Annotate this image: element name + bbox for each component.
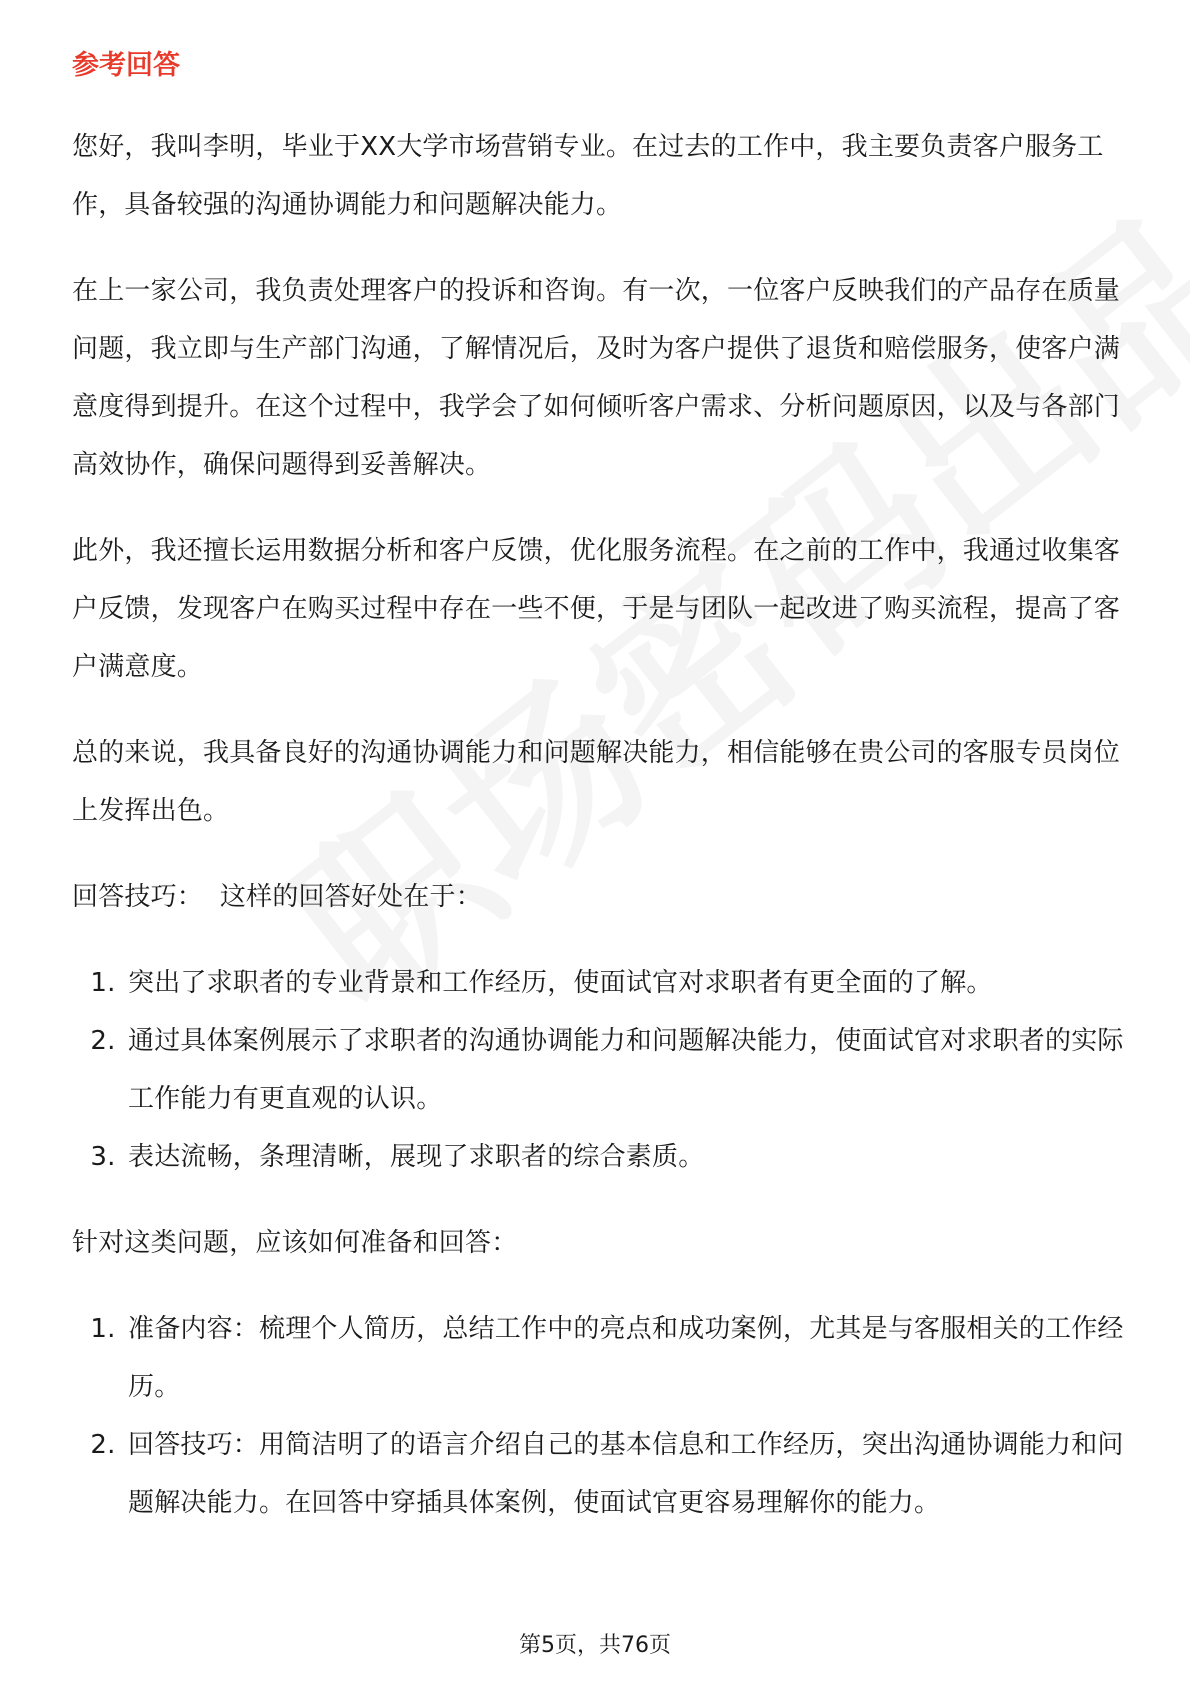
tips-heading: 回答技巧： 这样的回答好处在于：	[72, 882, 482, 912]
tips-list	[72, 954, 1132, 1186]
prepare-heading: 针对这类问题，应该如何准备和回答：	[72, 1228, 518, 1258]
prepare-list	[72, 1300, 1132, 1532]
page-number: 第5页，共76页	[519, 1633, 671, 1658]
list-item: 1. 准备内容：梳理个人简历，总结工作中的亮点和成功案例，尤其是与客服相关的工作经历。	[124, 1300, 1132, 1416]
section-title: 参考回答	[72, 50, 180, 81]
answer-paragraph-3: 此外，我还擅长运用数据分析和客户反馈，优化服务流程。在之前的工作中，我通过收集客户反馈，发现客户在购买过程中存在一些不便，于是与团队一起改进了购买流程，提高了客户满意度。	[72, 536, 1121, 682]
list-item: 3. 表达流畅，条理清晰，展现了求职者的综合素质。	[124, 1128, 1132, 1186]
list-item: 2. 通过具体案例展示了求职者的沟通协调能力和问题解决能力，使面试官对求职者的实际工作能力有更直观的认识。	[124, 1012, 1132, 1128]
list-item: 2. 回答技巧：用简洁明了的语言介绍自己的基本信息和工作经历，突出沟通协调能力和问题解决能力。在回答中穿插具体案例，使面试官更容易理解你的能力。	[124, 1416, 1132, 1532]
answer-paragraph-1: 您好，我叫李明，毕业于XX大学市场营销专业。在过去的工作中，我主要负责客户服务工作，具备较强的沟通协调能力和问题解决能力。	[72, 132, 1104, 220]
answer-paragraph-2: 在上一家公司，我负责处理客户的投诉和咨询。有一次，一位客户反映我们的产品存在质量问题，我立即与生产部门沟通，了解情况后，及时为客户提供了退货和赔偿服务，使客户满意度得到提升。在这个过程中，我学会了如何倾听客户需求、分析问题原因，以及与各部门高效协作，确保问题得到妥善解决。	[72, 276, 1121, 480]
answer-paragraph-4: 总的来说，我具备良好的沟通协调能力和问题解决能力，相信能够在贵公司的客服专员岗位上发挥出色。	[72, 738, 1121, 826]
document-page	[72, 46, 1132, 1560]
list-item: 1. 突出了求职者的专业背景和工作经历，使面试官对求职者有更全面的了解。	[124, 954, 1132, 1012]
